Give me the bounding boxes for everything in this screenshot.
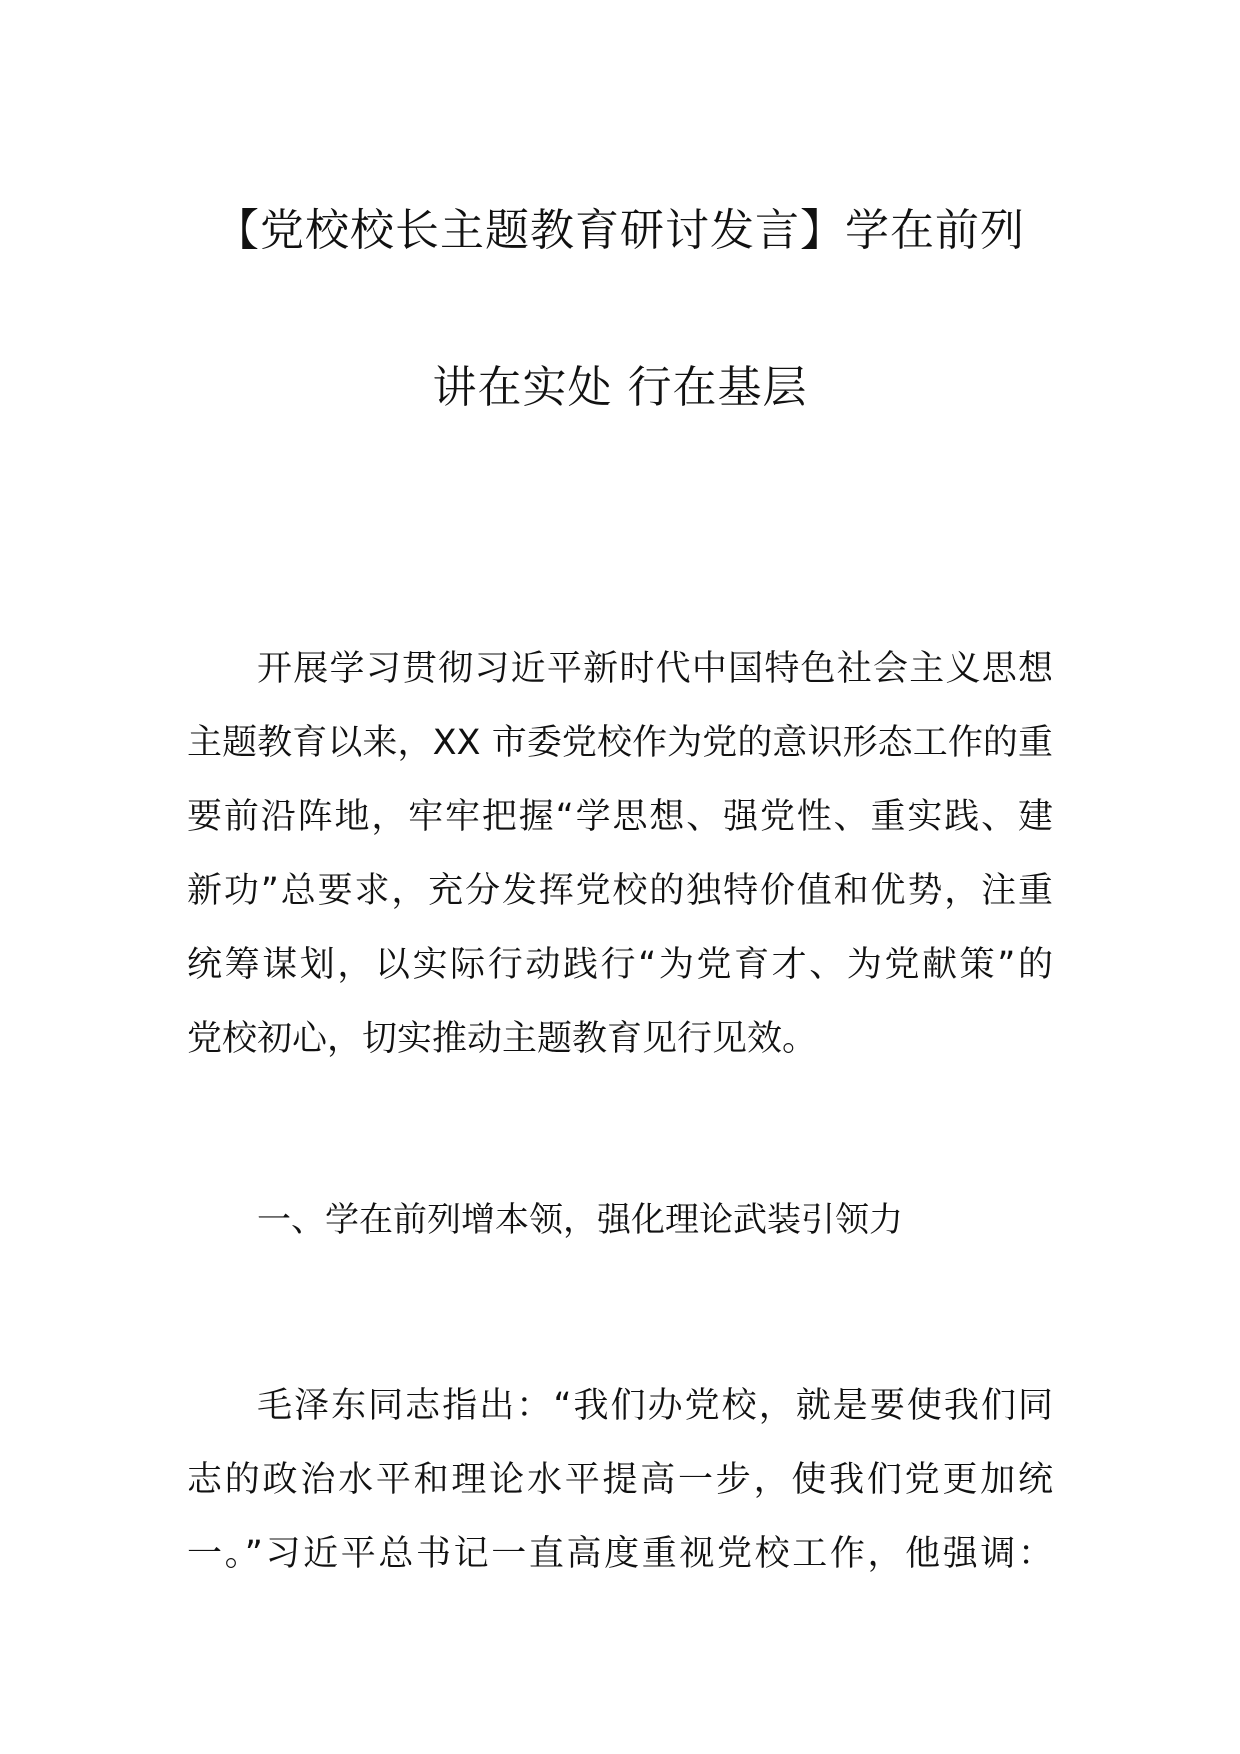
paragraph-line: 开展学习贯彻习近平新时代中国特色社会主义思想 [257, 649, 1053, 689]
paragraph-line: 毛泽东同志指出：“我们办党校，就是要使我们同 [257, 1386, 1053, 1426]
paragraph-line: 党校初心，切实推动主题教育见行见效。 [187, 1019, 818, 1059]
paragraph-line: 志的政治水平和理论水平提高一步，使我们党更加统 [187, 1460, 1053, 1500]
document-title-line-1: 【党校校长主题教育研讨发言】学在前列 [215, 205, 1025, 256]
paragraph-line: 要前沿阵地，牢牢把握“学思想、强党性、重实践、建 [187, 797, 1053, 837]
body-paragraph [187, 1369, 1053, 1591]
section-heading: 一、学在前列增本领，强化理论武装引领力 [257, 1200, 903, 1240]
paragraph-line: 新功”总要求，充分发挥党校的独特价值和优势，注重 [187, 871, 1053, 911]
paragraph-line: 统筹谋划，以实际行动践行“为党育才、为党献策”的 [187, 945, 1053, 985]
paragraph-line: 主题教育以来，XX 市委党校作为党的意识形态工作的重 [187, 723, 1053, 763]
paragraph-line: 一。”习近平总书记一直高度重视党校工作，他强调： [187, 1534, 1053, 1574]
document-title-line-2: 讲在实处 行在基层 [432, 362, 808, 413]
intro-paragraph [187, 632, 1053, 1076]
